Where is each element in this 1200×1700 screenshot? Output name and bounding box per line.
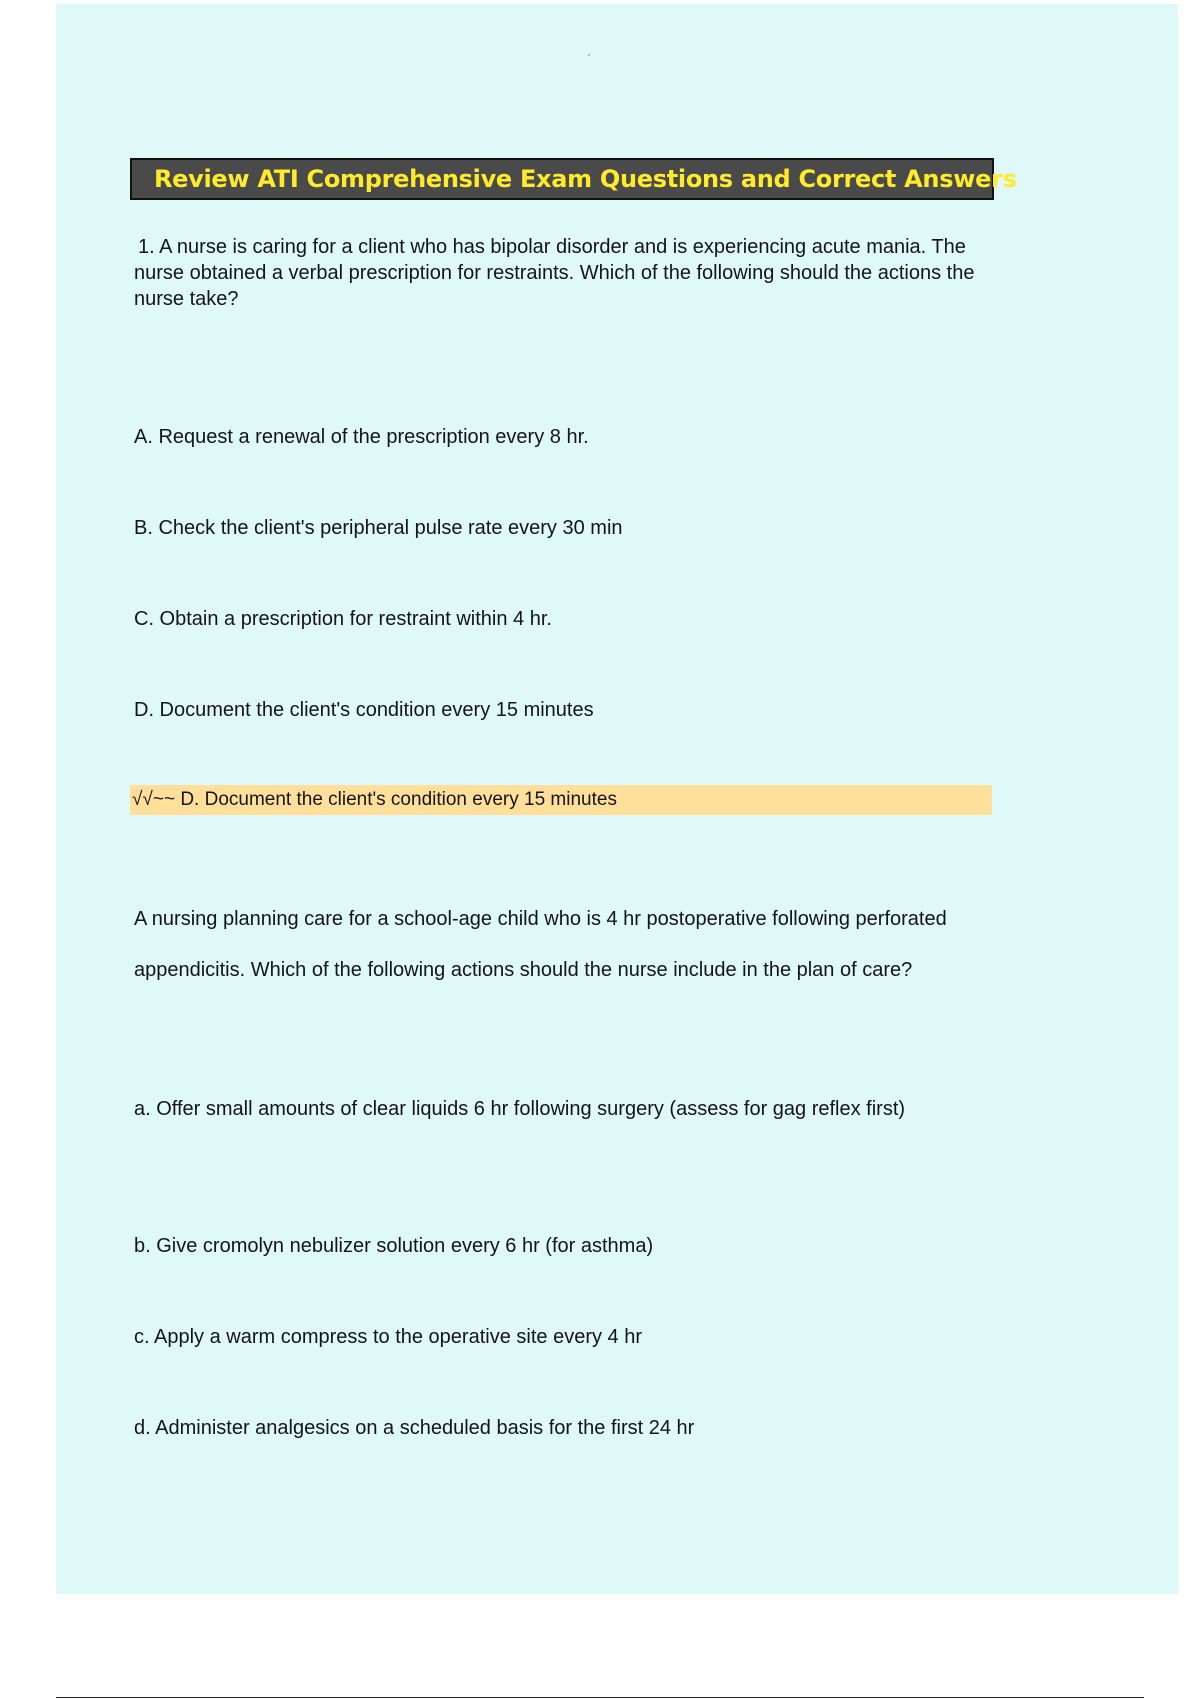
question-2-option-a: a. Offer small amounts of clear liquids 6 hr following surgery (assess for gag reflex first) (134, 1098, 906, 1120)
question-2-option-b: b. Give cromolyn nebulizer solution every 6 hr (for asthma) (134, 1235, 654, 1257)
question-1-option-c: C. Obtain a prescription for restraint within 4 hr. (134, 608, 552, 630)
question-2-option-d: d. Administer analgesics on a scheduled basis for the first 24 hr (134, 1417, 695, 1439)
question-1-number: 1. (138, 236, 155, 258)
question-1-option-d: D. Document the client's condition every 15 minutes (134, 699, 594, 721)
document-title: Review ATI Comprehensive Exam Questions and Correct Answers (154, 165, 1017, 193)
question-2-option-c: c. Apply a warm compress to the operative site every 4 hr (134, 1326, 642, 1348)
document-title-bar (130, 158, 1017, 200)
page-mark (588, 54, 590, 56)
question-1-option-a: A. Request a renewal of the prescription every 8 hr. (134, 426, 589, 448)
question-1-correct-answer: √√~~ D. Document the client's condition every 15 minutes (130, 785, 992, 815)
question-2-text: A nursing planning care for a school-age child who is 4 hr postoperative following perforated appendicitis. Which of the following actions should the nurse include in the plan of care? (134, 908, 947, 981)
footer-divider (56, 1697, 1144, 1698)
question-1-option-b: B. Check the client's peripheral pulse rate every 30 min (134, 517, 623, 539)
question-1-text: A nurse is caring for a client who has bipolar disorder and is experiencing acute mania. The nurse obtained a verbal prescription for restraints. Which of the following should the actions the nurse take? (134, 236, 975, 310)
question-1 (134, 234, 994, 312)
